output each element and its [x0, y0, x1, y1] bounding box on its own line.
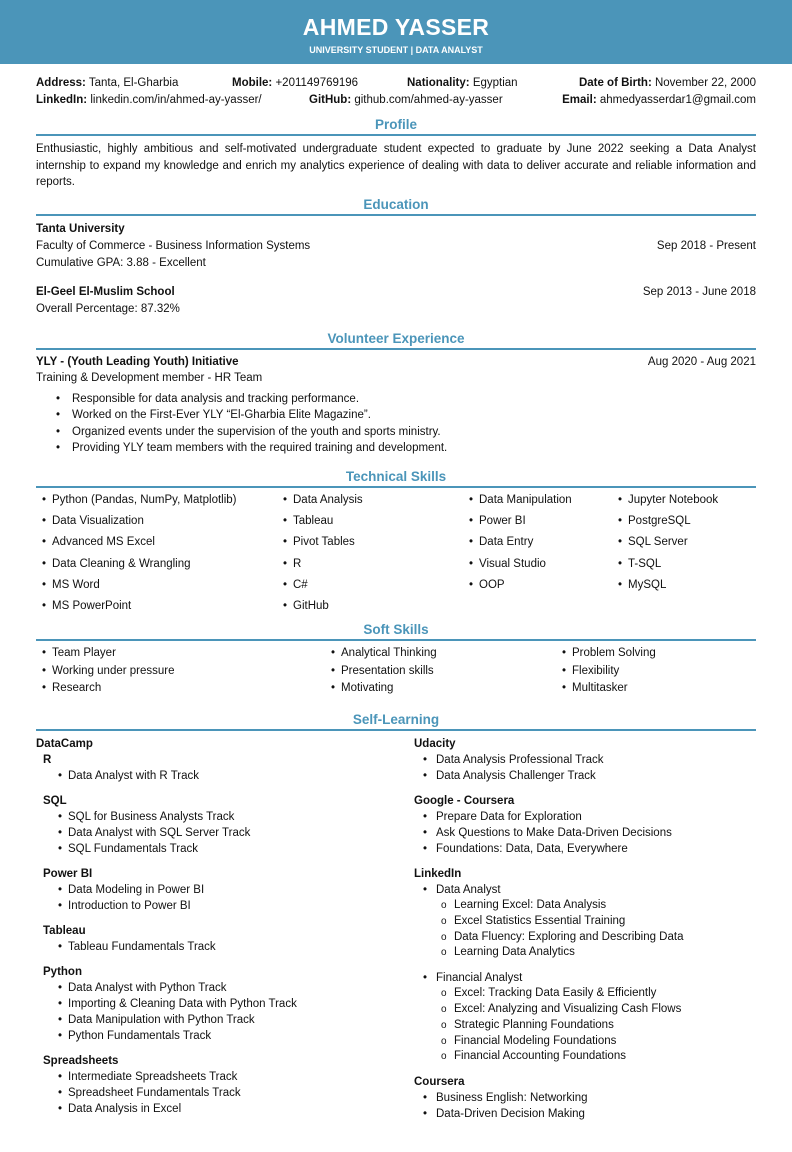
course-item: • Data Analysis in Excel — [36, 1101, 406, 1117]
technical-skill: • SQL Server — [612, 536, 688, 548]
technical-skill: • T-SQL — [612, 558, 661, 570]
degree: Faculty of Commerce - Business Information Systems — [36, 240, 311, 252]
contact-dob: Date of Birth: November 22, 2000 — [578, 77, 756, 89]
spacer — [414, 961, 756, 970]
soft-skill: • Multitasker — [556, 682, 628, 694]
education-date: Sep 2013 - June 2018 — [642, 286, 756, 298]
technical-skill: • Pivot Tables — [277, 536, 355, 548]
volunteer-bullet: • Responsible for data analysis and tracking performance. — [36, 391, 756, 407]
course-subitem: o Excel Statistics Essential Training — [414, 914, 756, 930]
technical-skill: • Visual Studio — [463, 558, 546, 570]
course-item: • Ask Questions to Make Data-Driven Decisions — [414, 825, 756, 841]
spacer — [36, 914, 406, 923]
provider-name: DataCamp — [36, 738, 93, 750]
technical-skill: • OOP — [463, 579, 505, 591]
technical-skill: • Advanced MS Excel — [36, 536, 155, 548]
contact-row-1 — [36, 77, 756, 93]
technical-skill: • MySQL — [612, 579, 666, 591]
technical-skill: • Python (Pandas, NumPy, Matplotlib) — [36, 494, 237, 506]
course-subitem: o Financial Modeling Foundations — [414, 1034, 756, 1050]
section-title-technical-skills: Technical Skills — [36, 470, 756, 488]
course-group-name: Power BI — [43, 868, 93, 880]
course-item: • SQL for Business Analysts Track — [36, 809, 406, 825]
course-subitem: o Strategic Planning Foundations — [414, 1018, 756, 1034]
volunteer-bullet: • Organized events under the supervision of the youth and sports ministry. — [36, 424, 756, 440]
profile-summary: Enthusiastic, highly ambitious and self-motivated undergraduate student expected to graduate by June 2022 seeking a Data Analyst internship to expand my knowledge and enrich my analytics experience of dealing with data to deliver accurate and reliable information and reports. — [36, 143, 756, 188]
course-subitem: o Data Fluency: Exploring and Describing Data — [414, 930, 756, 946]
course-group-name: Python — [43, 966, 82, 978]
volunteer-bullet: • Providing YLY team members with the required training and development. — [36, 440, 756, 456]
course-item: • Business English: Networking — [414, 1090, 756, 1106]
spacer — [36, 857, 406, 866]
technical-skill: • MS Word — [36, 579, 100, 591]
school-name: El-Geel El-Muslim School — [36, 286, 175, 298]
course-item: • Data Analysis Challenger Track — [414, 768, 756, 784]
volunteer-bullet: • Worked on the First-Ever YLY “El-Gharbia Elite Magazine”. — [36, 407, 756, 423]
self-learning-left — [36, 736, 406, 1117]
course-item: • Data Modeling in Power BI — [36, 882, 406, 898]
course-subitem: o Financial Accounting Foundations — [414, 1049, 756, 1065]
spacer — [36, 1044, 406, 1053]
soft-skill: • Flexibility — [556, 665, 619, 677]
provider-name: Coursera — [414, 1076, 465, 1089]
course-subitem: o Learning Data Analytics — [414, 945, 756, 961]
technical-skill: • R — [277, 558, 301, 570]
section-title-self-learning: Self-Learning — [36, 713, 756, 731]
course-item: • Data Analyst with SQL Server Track — [36, 825, 406, 841]
course-item: • Foundations: Data, Data, Everywhere — [414, 841, 756, 857]
section-title-volunteer: Volunteer Experience — [36, 332, 756, 350]
technical-skill: • MS PowerPoint — [36, 600, 131, 612]
overall-percentage: Overall Percentage: 87.32% — [36, 303, 180, 315]
contact-email[interactable]: Email: ahmedyasserdar1@gmail.com — [562, 94, 756, 106]
soft-skill: • Research — [36, 682, 101, 694]
course-subitem: o Learning Excel: Data Analysis — [414, 898, 756, 914]
technical-skill: • Tableau — [277, 515, 333, 527]
contact-row-2 — [36, 94, 756, 110]
course-group-name: R — [43, 754, 52, 766]
contact-address: Address: Tanta, El-Gharbia — [36, 77, 179, 89]
provider-name: Udacity — [414, 738, 456, 750]
section-title-profile: Profile — [36, 118, 756, 136]
soft-skill: • Analytical Thinking — [325, 647, 437, 659]
volunteer-org: YLY - (Youth Leading Youth) Initiative — [36, 356, 239, 368]
soft-skill: • Problem Solving — [556, 647, 656, 659]
contact-nationality: Nationality: Egyptian — [407, 77, 518, 89]
course-item: • Data Analyst with Python Track — [36, 980, 406, 996]
contact-mobile: Mobile: +201149769196 — [232, 77, 359, 89]
course-item: • Importing & Cleaning Data with Python Track — [36, 996, 406, 1012]
volunteer-date: Aug 2020 - Aug 2021 — [647, 356, 756, 368]
candidate-name: AHMED YASSER — [302, 14, 490, 40]
technical-skill: • Data Cleaning & Wrangling — [36, 558, 191, 570]
header-banner — [0, 0, 792, 64]
education-section — [36, 221, 756, 318]
technical-skill: • Data Visualization — [36, 515, 144, 527]
technical-skill: • Data Manipulation — [463, 494, 572, 506]
soft-skill: • Motivating — [325, 682, 393, 694]
contact-linkedin[interactable]: LinkedIn: linkedin.com/in/ahmed-ay-yasser/ — [36, 94, 262, 106]
spacer — [414, 857, 756, 866]
spacer — [414, 1065, 756, 1074]
self-learning-right — [414, 736, 756, 1122]
course-subitem: o Excel: Analyzing and Visualizing Cash Flows — [414, 1002, 756, 1018]
course-item: • Intermediate Spreadsheets Track — [36, 1069, 406, 1085]
course-group-name: Spreadsheets — [43, 1055, 119, 1067]
course-item: • Data Analysis Professional Track — [414, 752, 756, 768]
gpa: Cumulative GPA: 3.88 - Excellent — [36, 257, 206, 269]
provider-name: LinkedIn — [414, 868, 462, 880]
course-group-name: Tableau — [43, 925, 86, 937]
course-item: • Data-Driven Decision Making — [414, 1106, 756, 1122]
course-item: • Financial Analyst — [414, 970, 756, 986]
school-name: Tanta University — [36, 223, 125, 235]
course-item: • Data Manipulation with Python Track — [36, 1012, 406, 1028]
soft-skill: • Working under pressure — [36, 665, 175, 677]
soft-skill: • Team Player — [36, 647, 116, 659]
course-item: • SQL Fundamentals Track — [36, 841, 406, 857]
section-title-soft-skills: Soft Skills — [36, 623, 756, 641]
technical-skill: • Jupyter Notebook — [612, 494, 718, 506]
education-date: Sep 2018 - Present — [656, 240, 756, 252]
course-item: • Python Fundamentals Track — [36, 1028, 406, 1044]
volunteer-role: Training & Development member - HR Team — [36, 372, 263, 384]
spacer — [36, 784, 406, 793]
course-item: • Prepare Data for Exploration — [414, 809, 756, 825]
course-item: • Data Analyst — [414, 882, 756, 898]
soft-skill: • Presentation skills — [325, 665, 434, 677]
course-subitem: o Excel: Tracking Data Easily & Efficiently — [414, 986, 756, 1002]
spacer — [36, 955, 406, 964]
section-title-education: Education — [36, 198, 756, 216]
spacer — [414, 784, 756, 793]
technical-skill: • Power BI — [463, 515, 526, 527]
technical-skill: • Data Entry — [463, 536, 533, 548]
volunteer-bullets — [36, 391, 756, 456]
technical-skill: • C# — [277, 579, 308, 591]
course-item: • Spreadsheet Fundamentals Track — [36, 1085, 406, 1101]
course-item: • Tableau Fundamentals Track — [36, 939, 406, 955]
course-item: • Introduction to Power BI — [36, 898, 406, 914]
technical-skill: • PostgreSQL — [612, 515, 691, 527]
contact-github[interactable]: GitHub: github.com/ahmed-ay-yasser — [309, 94, 503, 106]
course-item: • Data Analyst with R Track — [36, 768, 406, 784]
technical-skill: • Data Analysis — [277, 494, 363, 506]
candidate-subtitle: UNIVERSITY STUDENT | DATA ANALYST — [309, 45, 483, 55]
provider-name: Google - Coursera — [414, 795, 515, 807]
course-group-name: SQL — [43, 795, 67, 807]
volunteer-section — [36, 354, 756, 456]
technical-skill: • GitHub — [277, 600, 329, 612]
